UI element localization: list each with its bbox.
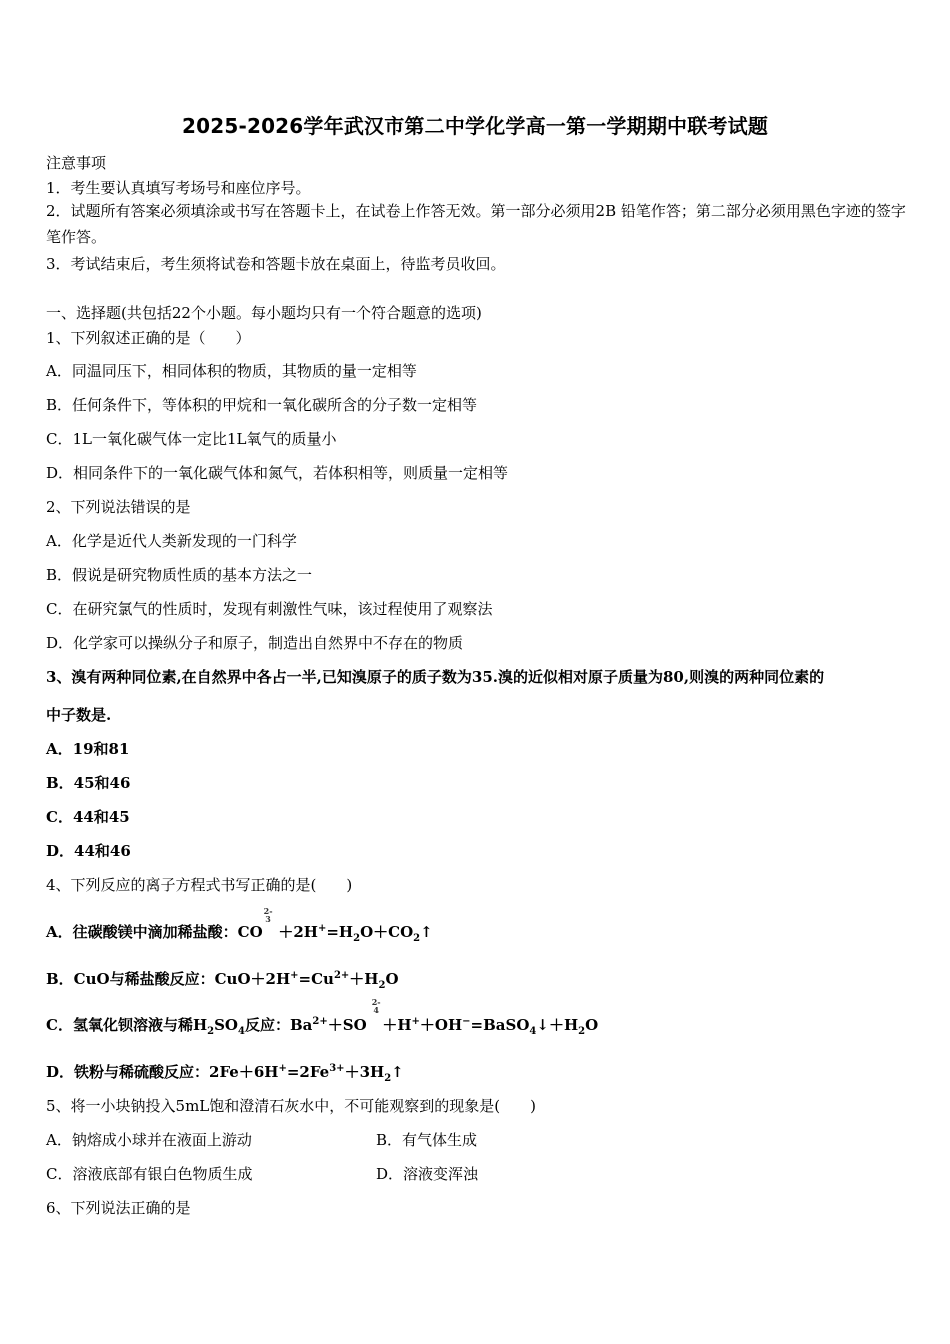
question-5-option-d: D．溶液变浑浊 <box>376 1165 479 1183</box>
question-2-option-c: C．在研究氯气的性质时，发现有刺激性气味，该过程使用了观察法 <box>46 600 493 618</box>
question-4-option-a: A．往碳酸镁中滴加稀盐酸：CO 2- 3 $+2H^+=H_2O+CO_2↑$ <box>46 906 433 944</box>
question-3-option-d: D．44和46 <box>46 842 131 860</box>
question-3-option-b: B．45和46 <box>46 774 131 792</box>
question-3-option-a: A．19和81 <box>46 740 130 758</box>
notice-item-1: 1．考生要认真填写考场号和座位序号。 <box>46 179 311 197</box>
ion-charge: 2- 3 <box>263 906 273 924</box>
question-5-option-b: B．有气体生成 <box>376 1131 478 1149</box>
option-label: A．往碳酸镁中滴加稀盐酸： <box>46 923 238 941</box>
section-heading: 一、选择题(共包括22个小题。每小题均只有一个符合题意的选项) <box>46 304 482 322</box>
question-1-option-c: C．1L一氧化碳气体一定比1L氧气的质量小 <box>46 430 337 448</box>
question-4-option-b: B．CuO与稀盐酸反应：$CuO+2H^+=Cu^{2+}+H_2O$ <box>46 970 399 991</box>
question-2-option-d: D．化学家可以操纵分子和原子，制造出自然界中不存在的物质 <box>46 634 464 652</box>
question-2-option-a: A．化学是近代人类新发现的一门科学 <box>46 532 297 550</box>
question-4-stem: 4、下列反应的离子方程式书写正确的是( ) <box>46 876 353 894</box>
question-3-stem-line2: 中子数是. <box>46 706 112 724</box>
question-1-option-b: B．任何条件下，等体积的甲烷和一氧化碳所含的分子数一定相等 <box>46 396 478 414</box>
notice-heading: 注意事项 <box>46 154 107 172</box>
question-5-stem: 5、将一小块钠投入5mL饱和澄清石灰水中，不可能观察到的现象是( ) <box>46 1097 536 1115</box>
question-2-stem: 2、下列说法错误的是 <box>46 498 191 516</box>
question-1-option-a: A．同温同压下，相同体积的物质，其物质的量一定相等 <box>46 362 417 380</box>
question-4-option-d: D．铁粉与稀硫酸反应：$2Fe+6H^+=2Fe^{3+}+3H_2↑$ <box>46 1063 404 1084</box>
question-1-stem: 1、下列叙述正确的是（ ） <box>46 329 251 347</box>
question-3-option-c: C．44和45 <box>46 808 130 826</box>
question-1-option-d: D．相同条件下的一氧化碳气体和氮气，若体积相等，则质量一定相等 <box>46 464 509 482</box>
question-2-option-b: B．假说是研究物质性质的基本方法之一 <box>46 566 313 584</box>
question-5-option-a: A．钠熔成小球并在液面上游动 <box>46 1131 252 1149</box>
notice-item-2: 2．试题所有答案必须填涂或书写在答题卡上，在试卷上作答无效。第一部分必须用2B 铅笔作答；第二部分必须用黑色字迹的签字笔作答。 <box>46 202 906 246</box>
carbonate-ion: CO 2- 3 <box>237 906 273 941</box>
sulfate-ion: ＋SO 2- 4 <box>327 997 381 1034</box>
question-5-option-c: C．溶液底部有银白色物质生成 <box>46 1165 253 1183</box>
question-6-stem: 6、下列说法正确的是 <box>46 1199 191 1217</box>
notice-item-3: 3．考试结束后，考生须将试卷和答题卡放在桌面上，待监考员收回。 <box>46 255 506 273</box>
question-4-option-c: C．氢氧化钡溶液与稀$H_2SO_4$反应：$Ba^{2+}+SO$ 2- 4 $+H^++OH^-=BaSO_4↓+H_2O$ <box>46 997 599 1037</box>
ion-charge: 2- 4 <box>371 997 381 1015</box>
question-3-stem-line1: 3、溴有两种同位素,在自然界中各占一半,已知溴原子的质子数为35.溴的近似相对原子质量为80,则溴的两种同位素的 <box>46 668 825 686</box>
exam-title: 2025-2026学年武汉市第二中学化学高一第一学期期中联考试题 <box>181 114 769 138</box>
